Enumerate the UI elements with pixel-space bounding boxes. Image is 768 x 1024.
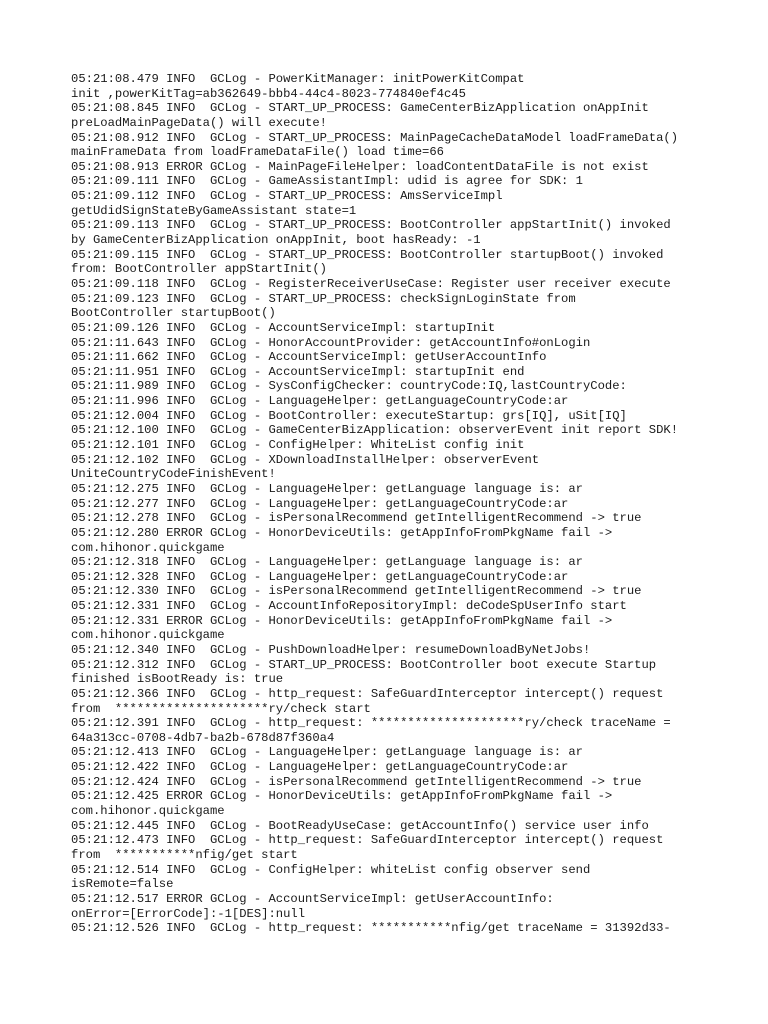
log-line: 05:21:12.331 INFO GCLog - AccountInfoRepositoryImpl: deCodeSpUserInfo start	[71, 599, 627, 614]
log-line: 05:21:12.278 INFO GCLog - isPersonalRecommend getIntelligentRecommend -> true	[71, 511, 642, 526]
log-line: 05:21:12.391 INFO GCLog - http_request: *********************ry/check traceName =	[71, 716, 671, 731]
log-line: 05:21:08.913 ERROR GCLog - MainPageFileHelper: loadContentDataFile is not exist	[71, 159, 649, 174]
log-line: 05:21:09.118 INFO GCLog - RegisterReceiverUseCase: Register user receiver execute	[71, 276, 671, 291]
log-line: 05:21:12.526 INFO GCLog - http_request: ***********nfig/get traceName = 31392d33-	[71, 921, 671, 936]
log-line: by GameCenterBizApplication onAppInit, boot hasReady: -1	[71, 233, 481, 248]
log-line: 05:21:12.445 INFO GCLog - BootReadyUseCase: getAccountInfo() service user info	[71, 818, 649, 833]
log-line: 05:21:12.340 INFO GCLog - PushDownloadHelper: resumeDownloadByNetJobs!	[71, 642, 591, 657]
log-line: 05:21:12.413 INFO GCLog - LanguageHelper: getLanguage language is: ar	[71, 745, 583, 760]
log-line: 05:21:12.275 INFO GCLog - LanguageHelper: getLanguage language is: ar	[71, 481, 583, 496]
log-line: 05:21:09.111 INFO GCLog - GameAssistantImpl: udid is agree for SDK: 1	[71, 174, 583, 189]
log-line: 05:21:12.473 INFO GCLog - http_request: SafeGuardInterceptor intercept() request	[71, 833, 664, 848]
log-line: getUdidSignStateByGameAssistant state=1	[71, 203, 357, 218]
log-text-block	[71, 72, 748, 936]
log-line: 05:21:12.277 INFO GCLog - LanguageHelper: getLanguageCountryCode:ar	[71, 496, 569, 511]
log-line: preLoadMainPageData() will execute!	[71, 115, 327, 130]
log-line: 05:21:11.662 INFO GCLog - AccountServiceImpl: getUserAccountInfo	[71, 350, 547, 365]
log-line: 05:21:12.514 INFO GCLog - ConfigHelper: whiteList config observer send	[71, 862, 591, 877]
log-line: com.hihonor.quickgame	[71, 804, 225, 819]
log-line: com.hihonor.quickgame	[71, 628, 225, 643]
log-line: 05:21:12.004 INFO GCLog - BootController: executeStartup: grs[IQ], uSit[IQ]	[71, 408, 627, 423]
log-line: 05:21:12.100 INFO GCLog - GameCenterBizApplication: observerEvent init report SDK!	[71, 423, 679, 438]
log-line: 05:21:08.479 INFO GCLog - PowerKitManager: initPowerKitCompat	[71, 72, 525, 86]
log-line: from: BootController appStartInit()	[71, 262, 327, 277]
log-line: 05:21:12.101 INFO GCLog - ConfigHelper: WhiteList config init	[71, 438, 525, 453]
log-line: 05:21:12.318 INFO GCLog - LanguageHelper: getLanguage language is: ar	[71, 555, 583, 570]
log-line: com.hihonor.quickgame	[71, 540, 225, 555]
log-line: 05:21:12.280 ERROR GCLog - HonorDeviceUtils: getAppInfoFromPkgName fail ->	[71, 525, 613, 540]
log-line: 05:21:09.112 INFO GCLog - START_UP_PROCESS: AmsServiceImpl	[71, 189, 503, 204]
log-line: finished isBootReady is: true	[71, 672, 284, 687]
log-line: 05:21:12.312 INFO GCLog - START_UP_PROCESS: BootController boot execute Startup	[71, 657, 657, 672]
log-line: 05:21:12.331 ERROR GCLog - HonorDeviceUtils: getAppInfoFromPkgName fail ->	[71, 613, 613, 628]
log-line: 05:21:12.422 INFO GCLog - LanguageHelper: getLanguageCountryCode:ar	[71, 760, 569, 775]
log-line: from ***********nfig/get start	[71, 847, 298, 862]
log-line: 05:21:12.328 INFO GCLog - LanguageHelper: getLanguageCountryCode:ar	[71, 569, 569, 584]
log-line: 05:21:09.126 INFO GCLog - AccountServiceImpl: startupInit	[71, 320, 496, 335]
log-line: 05:21:12.424 INFO GCLog - isPersonalRecommend getIntelligentRecommend -> true	[71, 774, 642, 789]
log-line: mainFrameData from loadFrameDataFile() load time=66	[71, 145, 444, 160]
log-line: 05:21:11.951 INFO GCLog - AccountServiceImpl: startupInit end	[71, 364, 525, 379]
log-line: 05:21:11.989 INFO GCLog - SysConfigChecker: countryCode:IQ,lastCountryCode:	[71, 379, 627, 394]
log-line: 05:21:09.113 INFO GCLog - START_UP_PROCESS: BootController appStartInit() invoked	[71, 218, 671, 233]
log-line: onError=[ErrorCode]:-1[DES]:null	[71, 906, 306, 921]
log-line: init ,powerKitTag=ab362649-bbb4-44c4-8023-774840ef4c45	[71, 86, 466, 101]
log-line: 05:21:12.102 INFO GCLog - XDownloadInstallHelper: observerEvent	[71, 452, 540, 467]
log-line: 05:21:08.912 INFO GCLog - START_UP_PROCESS: MainPageCacheDataModel loadFrameData()	[71, 130, 679, 145]
log-line: 05:21:12.517 ERROR GCLog - AccountServiceImpl: getUserAccountInfo:	[71, 891, 554, 906]
log-line: 05:21:12.366 INFO GCLog - http_request: SafeGuardInterceptor intercept() request	[71, 686, 664, 701]
log-line: 05:21:11.643 INFO GCLog - HonorAccountProvider: getAccountInfo#onLogin	[71, 335, 591, 350]
log-line: 05:21:08.845 INFO GCLog - START_UP_PROCESS: GameCenterBizApplication onAppInit	[71, 101, 649, 116]
log-line: UniteCountryCodeFinishEvent!	[71, 467, 276, 482]
log-line: from *********************ry/check start	[71, 701, 371, 716]
log-line: 05:21:11.996 INFO GCLog - LanguageHelper: getLanguageCountryCode:ar	[71, 394, 569, 409]
log-line: 05:21:12.425 ERROR GCLog - HonorDeviceUtils: getAppInfoFromPkgName fail ->	[71, 789, 613, 804]
log-line: isRemote=false	[71, 877, 174, 892]
log-line: BootController startupBoot()	[71, 306, 276, 321]
log-line: 05:21:09.123 INFO GCLog - START_UP_PROCESS: checkSignLoginState from	[71, 291, 576, 306]
log-line: 05:21:09.115 INFO GCLog - START_UP_PROCESS: BootController startupBoot() invoked	[71, 247, 664, 262]
log-line: 64a313cc-0708-4db7-ba2b-678d87f360a4	[71, 730, 335, 745]
log-line: 05:21:12.330 INFO GCLog - isPersonalRecommend getIntelligentRecommend -> true	[71, 584, 642, 599]
